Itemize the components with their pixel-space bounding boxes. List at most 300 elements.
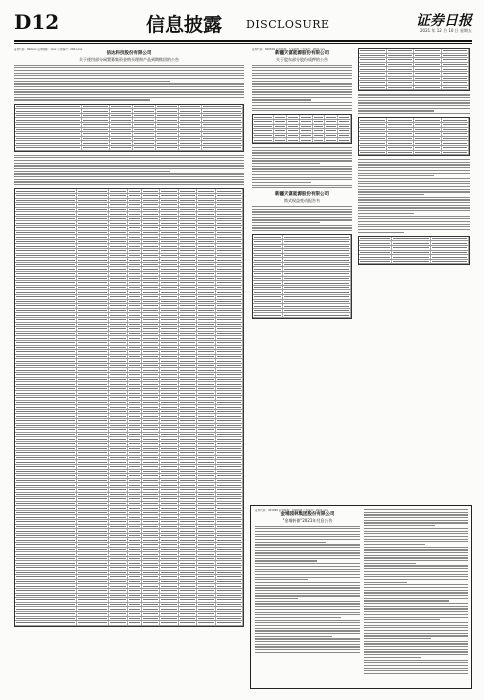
table-cell — [179, 603, 198, 607]
text-line — [255, 587, 360, 588]
table-cell — [77, 497, 109, 501]
table-cell — [197, 617, 216, 621]
table-cell — [142, 483, 161, 487]
table-cell — [110, 109, 133, 113]
table-cell — [109, 479, 128, 483]
text-line — [14, 78, 244, 79]
text-line — [255, 641, 360, 642]
table-cell — [15, 141, 82, 145]
table-cell — [77, 194, 109, 198]
table-cell — [109, 341, 128, 345]
table-cell — [387, 146, 415, 150]
table-cell — [202, 137, 243, 141]
table-cell — [128, 520, 142, 524]
table-cell — [160, 534, 179, 538]
table-cell — [109, 355, 128, 359]
text-line — [255, 593, 360, 594]
table-cell — [160, 240, 179, 244]
text-line — [364, 651, 468, 652]
text-line — [358, 205, 470, 206]
text-line — [364, 576, 468, 577]
text-line — [252, 89, 352, 90]
table-cell — [160, 488, 179, 492]
table-cell — [142, 603, 161, 607]
table-cell — [179, 194, 198, 198]
text-line — [252, 83, 352, 84]
text-line — [255, 542, 326, 543]
text-line — [252, 179, 352, 180]
table-cell — [142, 258, 161, 262]
table-cell — [15, 300, 77, 304]
table-cell — [179, 552, 198, 556]
table-cell — [179, 114, 202, 118]
table-cell — [216, 318, 243, 322]
table-cell — [359, 118, 387, 122]
table-row — [15, 146, 243, 151]
text-line — [358, 167, 470, 168]
table-cell — [15, 529, 77, 533]
table-cell — [202, 118, 243, 122]
table-cell — [15, 575, 77, 579]
table-cell — [197, 323, 216, 327]
table-cell — [82, 128, 110, 132]
table-cell — [142, 502, 161, 506]
table-cell — [202, 105, 243, 109]
table-cell — [216, 603, 243, 607]
table-cell — [216, 286, 243, 290]
table-cell — [300, 125, 313, 129]
text-line — [252, 67, 352, 68]
table-cell — [179, 506, 198, 510]
table-cell — [179, 561, 198, 565]
table-cell — [216, 313, 243, 317]
table-cell — [77, 548, 109, 552]
table-cell — [197, 424, 216, 428]
table-cell — [216, 277, 243, 281]
table-cell — [392, 260, 430, 264]
table-cell — [77, 424, 109, 428]
table-cell — [313, 129, 326, 133]
table-cell — [179, 621, 198, 625]
table-cell — [160, 350, 179, 354]
table-cell — [216, 309, 243, 313]
table-cell — [179, 105, 202, 109]
table-cell — [160, 235, 179, 239]
table-cell — [15, 483, 77, 487]
table-cell — [179, 607, 198, 611]
table-cell — [142, 290, 161, 294]
table-cell — [109, 267, 128, 271]
table-cell — [253, 286, 283, 290]
table-cell — [156, 123, 179, 127]
table-cell — [82, 118, 110, 122]
table-cell — [77, 240, 109, 244]
table-cell — [197, 396, 216, 400]
table-cell — [274, 125, 287, 129]
table-cell — [160, 300, 179, 304]
table-cell — [313, 115, 326, 119]
text-line — [252, 160, 352, 161]
table-cell — [142, 272, 161, 276]
table-cell — [160, 217, 179, 221]
text-line — [364, 571, 468, 572]
table-cell — [77, 603, 109, 607]
table-cell — [142, 543, 161, 547]
table-cell — [392, 246, 430, 250]
table-cell — [179, 267, 198, 271]
table-cell — [160, 607, 179, 611]
text-line — [364, 622, 468, 623]
table-cell — [338, 134, 351, 138]
table-cell — [142, 396, 161, 400]
text-line — [255, 638, 360, 639]
table-cell — [109, 419, 128, 423]
table-cell — [216, 617, 243, 621]
text-line — [252, 73, 352, 74]
table-cell — [128, 286, 142, 290]
table-cell — [216, 515, 243, 519]
table-row — [253, 313, 351, 318]
table-cell — [197, 217, 216, 221]
table-cell — [128, 594, 142, 598]
table-cell — [160, 382, 179, 386]
announcement-body — [14, 65, 244, 101]
text-line — [255, 571, 360, 572]
table-cell — [109, 194, 128, 198]
table-cell — [77, 437, 109, 441]
table-cell — [142, 460, 161, 464]
table-cell — [109, 396, 128, 400]
table-cell — [128, 543, 142, 547]
table-cell — [109, 571, 128, 575]
table-cell — [179, 277, 198, 281]
table-cell — [442, 118, 470, 122]
announcement-table — [358, 117, 470, 156]
table-cell — [197, 456, 216, 460]
table-cell — [128, 194, 142, 198]
table-cell — [197, 309, 216, 313]
table-cell — [338, 138, 351, 142]
table-cell — [128, 410, 142, 414]
table-cell — [216, 470, 243, 474]
table-cell — [142, 474, 161, 478]
table-cell — [128, 258, 142, 262]
table-cell — [359, 49, 387, 53]
announcement-company: 信达科技股份有限公司 — [106, 51, 152, 56]
text-line — [358, 191, 470, 192]
table-cell — [160, 414, 179, 418]
table-cell — [142, 378, 161, 382]
table-cell — [160, 373, 179, 377]
table-cell — [109, 254, 128, 258]
table-cell — [216, 359, 243, 363]
table-cell — [109, 231, 128, 235]
table-cell — [160, 525, 179, 529]
table-cell — [160, 502, 179, 506]
table-cell — [216, 327, 243, 331]
table-cell — [160, 589, 179, 593]
table-cell — [359, 81, 387, 85]
text-line — [358, 183, 470, 184]
table-cell — [15, 350, 77, 354]
text-line — [14, 171, 170, 172]
text-line — [252, 166, 352, 167]
table-cell — [179, 272, 198, 276]
table-cell — [160, 617, 179, 621]
table-cell — [133, 141, 156, 145]
table-cell — [128, 244, 142, 248]
table-cell — [142, 267, 161, 271]
table-cell — [197, 511, 216, 515]
table-cell — [128, 254, 142, 258]
table-cell — [216, 300, 243, 304]
table-cell — [15, 272, 77, 276]
table-cell — [109, 208, 128, 212]
table-cell — [283, 235, 351, 239]
text-line — [364, 533, 468, 534]
text-line — [358, 186, 470, 187]
table-cell — [15, 277, 77, 281]
table-cell — [442, 72, 470, 76]
text-line — [358, 213, 414, 214]
table-cell — [15, 263, 77, 267]
table-cell — [392, 251, 430, 255]
announcement-table — [14, 188, 244, 626]
table-cell — [109, 538, 128, 542]
text-line — [252, 211, 352, 212]
table-cell — [128, 607, 142, 611]
table-cell — [197, 391, 216, 395]
table-cell — [128, 552, 142, 556]
table-cell — [15, 557, 77, 561]
table-cell — [197, 318, 216, 322]
table-cell — [15, 240, 77, 244]
table-cell — [414, 77, 442, 81]
table-cell — [414, 132, 442, 136]
table-cell — [197, 584, 216, 588]
text-line — [364, 641, 468, 642]
table-cell — [128, 621, 142, 625]
table-cell — [253, 134, 274, 138]
table-cell — [128, 612, 142, 616]
table-cell — [109, 502, 128, 506]
table-cell — [77, 378, 109, 382]
table-cell — [179, 318, 198, 322]
table-cell — [197, 493, 216, 497]
table-cell — [109, 378, 128, 382]
table-cell — [442, 81, 470, 85]
text-line — [364, 598, 468, 599]
text-line — [255, 633, 360, 634]
table-cell — [109, 373, 128, 377]
table-cell — [338, 115, 351, 119]
table-cell — [442, 63, 470, 67]
table-cell — [179, 447, 198, 451]
table-cell — [82, 114, 110, 118]
table-cell — [160, 598, 179, 602]
table-cell — [197, 479, 216, 483]
table-cell — [15, 304, 77, 308]
announcement-title: "金埔转债"2021年付息公告 — [282, 517, 333, 523]
table-cell — [160, 506, 179, 510]
table-cell — [133, 123, 156, 127]
table-cell — [77, 525, 109, 529]
table-cell — [77, 263, 109, 267]
table-cell — [179, 263, 198, 267]
text-line — [364, 520, 468, 521]
text-line — [364, 574, 468, 575]
table-cell — [142, 309, 161, 313]
table-cell — [359, 137, 387, 141]
table-cell — [142, 552, 161, 556]
table-cell — [160, 277, 179, 281]
table-cell — [197, 543, 216, 547]
table-cell — [15, 621, 77, 625]
table-cell — [128, 364, 142, 368]
table-cell — [160, 378, 179, 382]
table-cell — [128, 538, 142, 542]
table-cell — [109, 199, 128, 203]
table-cell — [359, 123, 387, 127]
table-cell — [179, 529, 198, 533]
table-cell — [142, 364, 161, 368]
table-cell — [109, 621, 128, 625]
table-cell — [142, 249, 161, 253]
table-cell — [197, 359, 216, 363]
table-cell — [128, 428, 142, 432]
table-cell — [216, 304, 243, 308]
table-cell — [216, 465, 243, 469]
table-cell — [82, 109, 110, 113]
table-cell — [109, 346, 128, 350]
table-cell — [179, 465, 198, 469]
table-cell — [128, 451, 142, 455]
table-cell — [197, 378, 216, 382]
table-cell — [283, 300, 351, 304]
table-cell — [160, 290, 179, 294]
text-line — [358, 175, 434, 176]
announcement-title: 关于使用部分闲置募集资金购买理财产品到期赎回的公告 — [79, 56, 179, 62]
table-cell — [160, 470, 179, 474]
text-line — [14, 173, 244, 174]
table-cell — [197, 561, 216, 565]
table-cell — [216, 235, 243, 239]
table-cell — [160, 529, 179, 533]
table-cell — [142, 263, 161, 267]
table-cell — [160, 456, 179, 460]
table-cell — [216, 442, 243, 446]
table-cell — [109, 401, 128, 405]
table-cell — [179, 557, 198, 561]
table-cell — [77, 309, 109, 313]
table-cell — [160, 313, 179, 317]
table-cell — [15, 396, 77, 400]
table-cell — [216, 368, 243, 372]
table-cell — [109, 240, 128, 244]
table-cell — [442, 146, 470, 150]
table-cell — [313, 120, 326, 124]
table-cell — [179, 123, 202, 127]
table-cell — [109, 290, 128, 294]
text-line — [358, 162, 470, 163]
table-cell — [109, 598, 128, 602]
table-cell — [109, 566, 128, 570]
table-cell — [179, 525, 198, 529]
table-cell — [253, 249, 283, 253]
table-cell — [77, 561, 109, 565]
text-line — [364, 560, 468, 561]
text-line — [255, 625, 360, 626]
table-cell — [197, 497, 216, 501]
table-cell — [197, 470, 216, 474]
table-cell — [179, 456, 198, 460]
table-cell — [442, 141, 470, 145]
table-cell — [15, 318, 77, 322]
table-cell — [109, 350, 128, 354]
table-cell — [15, 589, 77, 593]
table-cell — [179, 254, 198, 258]
table-cell — [160, 465, 179, 469]
table-cell — [110, 114, 133, 118]
table-cell — [283, 263, 351, 267]
masthead-rule — [14, 40, 472, 42]
table-cell — [77, 612, 109, 616]
table-cell — [15, 109, 82, 113]
table-cell — [15, 226, 77, 230]
table-cell — [197, 350, 216, 354]
table-cell — [77, 502, 109, 506]
table-cell — [77, 465, 109, 469]
table-cell — [109, 456, 128, 460]
table-cell — [216, 557, 243, 561]
text-line — [358, 102, 470, 103]
table-cell — [142, 254, 161, 258]
table-cell — [128, 208, 142, 212]
table-cell — [15, 295, 77, 299]
announcement-body — [252, 147, 352, 189]
table-cell — [133, 114, 156, 118]
table-cell — [179, 327, 198, 331]
table-cell — [77, 267, 109, 271]
text-line — [252, 94, 352, 95]
text-line — [358, 226, 470, 227]
table-cell — [142, 203, 161, 207]
text-line — [364, 665, 468, 666]
announcement-table — [358, 236, 470, 266]
table-cell — [142, 493, 161, 497]
table-cell — [202, 146, 243, 150]
table-cell — [77, 203, 109, 207]
table-cell — [82, 132, 110, 136]
table-cell — [253, 272, 283, 276]
table-cell — [128, 231, 142, 235]
table-cell — [15, 336, 77, 340]
table-cell — [15, 598, 77, 602]
table-cell — [109, 226, 128, 230]
table-cell — [77, 515, 109, 519]
table-cell — [142, 341, 161, 345]
table-cell — [160, 258, 179, 262]
table-cell — [216, 373, 243, 377]
table-cell — [109, 300, 128, 304]
table-cell — [15, 612, 77, 616]
table-cell — [442, 67, 470, 71]
text-line — [252, 209, 352, 210]
table-cell — [179, 488, 198, 492]
table-cell — [15, 520, 77, 524]
table-cell — [77, 598, 109, 602]
text-line — [252, 163, 320, 164]
